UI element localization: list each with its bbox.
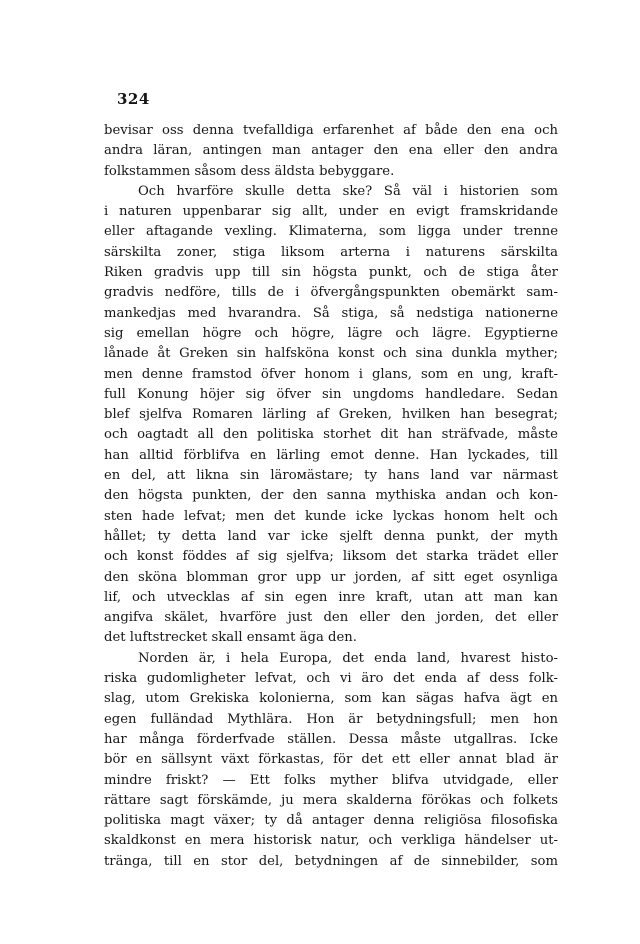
text-line: har många förderfvade ställen. Dessa måste utgallras. Icke xyxy=(104,731,558,747)
text-line: den sköna blomman gror upp ur jorden, af sitt eget osynliga xyxy=(104,569,558,585)
page-number: 324 xyxy=(117,90,150,108)
text-line: gradvis nedföre, tills de i öfvergångspunkten obemärkt sam- xyxy=(104,285,558,301)
text-line: andra läran, antingen man antager den ena eller den andra xyxy=(104,143,558,159)
text-line: eller aftagande vexling. Klimaterna, som ligga under trenne xyxy=(104,224,558,240)
text-line: bevisar oss denna tvefalldiga erfarenhet af både den ena och xyxy=(104,123,558,138)
text-line: lif, och utvecklas af sin egen inre kraft, utan att man kan xyxy=(104,589,558,605)
text-line: den högsta punkten, der den sanna mythiska andan och kon- xyxy=(104,488,558,504)
text-line: sig emellan högre och högre, lägre och lägre. Egyptierne xyxy=(104,325,558,341)
text-line: egen fulländad Mythlära. Hon är betydningsfull; men hon xyxy=(104,711,558,727)
text-line: bör en sällsynt växt förkastas, för det ett eller annat blad är xyxy=(104,752,558,768)
text-line: Riken gradvis upp till sin högsta punkt, och de stiga åter xyxy=(104,265,558,281)
text-line: rättare sagt förskämde, ju mera skalderna förökas och folkets xyxy=(104,792,558,808)
text-line: angifva skälet, hvarföre just den eller den jorden, det eller xyxy=(104,610,558,626)
text-line: han alltid förblifva en lärling emot denne. Han lyckades, till xyxy=(104,447,558,463)
body-text xyxy=(104,121,558,872)
text-line: mindre friskt? — Ett folks myther blifva utvidgade, eller xyxy=(104,772,558,788)
text-line: full Konung höjer sig öfver sin ungdoms handledare. Sedan xyxy=(104,386,558,402)
text-line: och oagtadt all den politiska storhet dit han sträfvade, måste xyxy=(104,427,558,443)
text-line: en del, att likna sin lärомästare; ty hans land var närmast xyxy=(104,468,558,484)
text-line: blef sjelfva Romaren lärling af Greken, hvilken han besegrat; xyxy=(104,407,558,423)
text-line: slag, utom Grekiska kolonierna, som kan sägas hafva ägt en xyxy=(104,691,558,707)
text-line: folkstammen såsom dess äldsta bebyggare. xyxy=(104,163,395,179)
text-line: det luftstrecket skall ensamt äga den. xyxy=(104,630,357,646)
text-line: politiska magt växer; ty då antager denna religiösa filosofiska xyxy=(104,813,558,829)
text-line: särskilta zoner, stiga liksom arterna i naturens särskilta xyxy=(104,244,558,260)
text-line: Och hvarföre skulle detta ske? Så väl i historien som xyxy=(138,183,558,199)
text-line: skaldkonst en mera historisk natur, och verkliga händelser ut- xyxy=(104,833,558,849)
text-line: hållet; ty detta land var icke sjelft denna punkt, der myth xyxy=(104,528,558,544)
text-line: lånade åt Greken sin halfsköna konst och sina dunkla myther; xyxy=(104,346,558,362)
text-line: mankedjas med hvarandra. Så stiga, så nedstiga nationerne xyxy=(104,305,558,321)
text-line: och konst föddes af sig sjelfva; liksom det starka trädet eller xyxy=(104,549,558,565)
text-line: riska gudomligheter lefvat, och vi äro det enda af dess folk- xyxy=(104,671,558,687)
text-line: i naturen uppenbarar sig allt, under en evigt framskridande xyxy=(104,204,558,220)
text-line: tränga, till en stor del, betydningen af de sinnebilder, som xyxy=(104,853,558,869)
text-line: Norden är, i hela Europa, det enda land, hvarest histo- xyxy=(138,650,558,666)
text-line: sten hade lefvat; men det kunde icke lyckas honom helt och xyxy=(104,508,558,524)
text-line: men denne framstod öfver honom i glans, som en ung, kraft- xyxy=(104,366,558,382)
